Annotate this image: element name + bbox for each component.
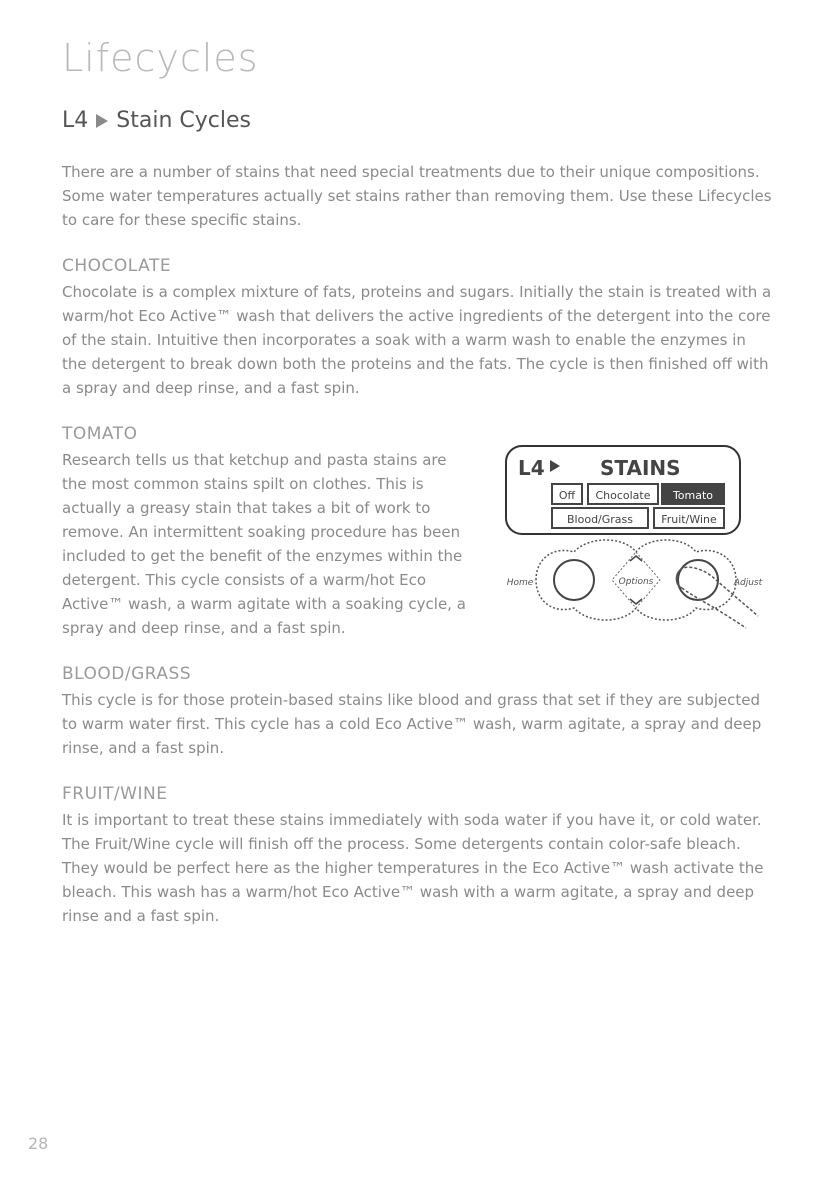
blood-grass-text: This cycle is for those protein-based stains like blood and grass that set if they are subjected to warm water first. This cycle has a cold Eco Active™ wash, warm agitate, a spray and deep rinse, and a fast spin.	[62, 691, 762, 757]
subtitle-code: L4	[62, 108, 89, 133]
display-title: STAINS	[600, 456, 681, 480]
intro-paragraph: There are a number of stains that need special treatments due to their unique compositions. Some water temperatures actually set stains rather than removing them. Use these Lifecycles to care for these specific stains.	[62, 163, 772, 229]
option-chocolate: Chocolate	[595, 489, 651, 502]
display-code: L4	[518, 456, 545, 480]
control-panel-illustration	[496, 440, 766, 640]
adjust-label: Adjust	[733, 578, 763, 588]
home-label: Home	[506, 578, 534, 588]
section-title	[62, 108, 251, 133]
option-fruit-wine: Fruit/Wine	[661, 513, 717, 526]
tomato-heading: TOMATO	[62, 424, 138, 444]
option-tomato: Tomato	[672, 489, 714, 502]
home-button	[554, 560, 594, 600]
option-blood-grass: Blood/Grass	[567, 513, 633, 526]
page-number: 28	[28, 1134, 49, 1153]
option-off: Off	[558, 489, 576, 502]
tomato-text: Research tells us that ketchup and pasta stains are the most common stains spilt on clothes. This is actually a greasy stain that takes a bit of work to remove. An intermittent soaking procedure has been included to get the benefit of the enzymes within the detergent. This cycle consists of a warm/hot Eco Active™ wash, a warm agitate with a soaking cycle, a spray and deep rinse, and a fast spin.	[62, 451, 466, 637]
chocolate-heading: CHOCOLATE	[62, 256, 172, 276]
chocolate-text: Chocolate is a complex mixture of fats, proteins and sugars. Initially the stain is treated with a warm/hot Eco Active™ wash that delivers the active ingredients of the detergent into the core of the stain. Intuitive then incorporates a soak with a warm wash to enable the enzymes in the detergent to break down both the proteins and the fats. The cycle is then finished off with a spray and deep rinse, and a fast spin.	[62, 283, 772, 397]
subtitle-text: Stain Cycles	[116, 108, 251, 133]
fruit-wine-heading: FRUIT/WINE	[62, 784, 168, 804]
page-title: Lifecycles	[62, 36, 259, 80]
adjust-button	[678, 560, 718, 600]
options-label: Options	[618, 577, 654, 587]
fruit-wine-text: It is important to treat these stains immediately with soda water if you have it, or cold water. The Fruit/Wine cycle will finish off the process. Some detergents contain color-safe bleach. They would be perfect here as the higher temperatures in the Eco Active™ wash activate the bleach. This wash has a warm/hot Eco Active™ wash with a warm agitate, a spray and deep rinse and a fast spin.	[62, 811, 764, 925]
play-arrow-icon	[96, 114, 108, 128]
blood-grass-heading: BLOOD/GRASS	[62, 664, 192, 684]
